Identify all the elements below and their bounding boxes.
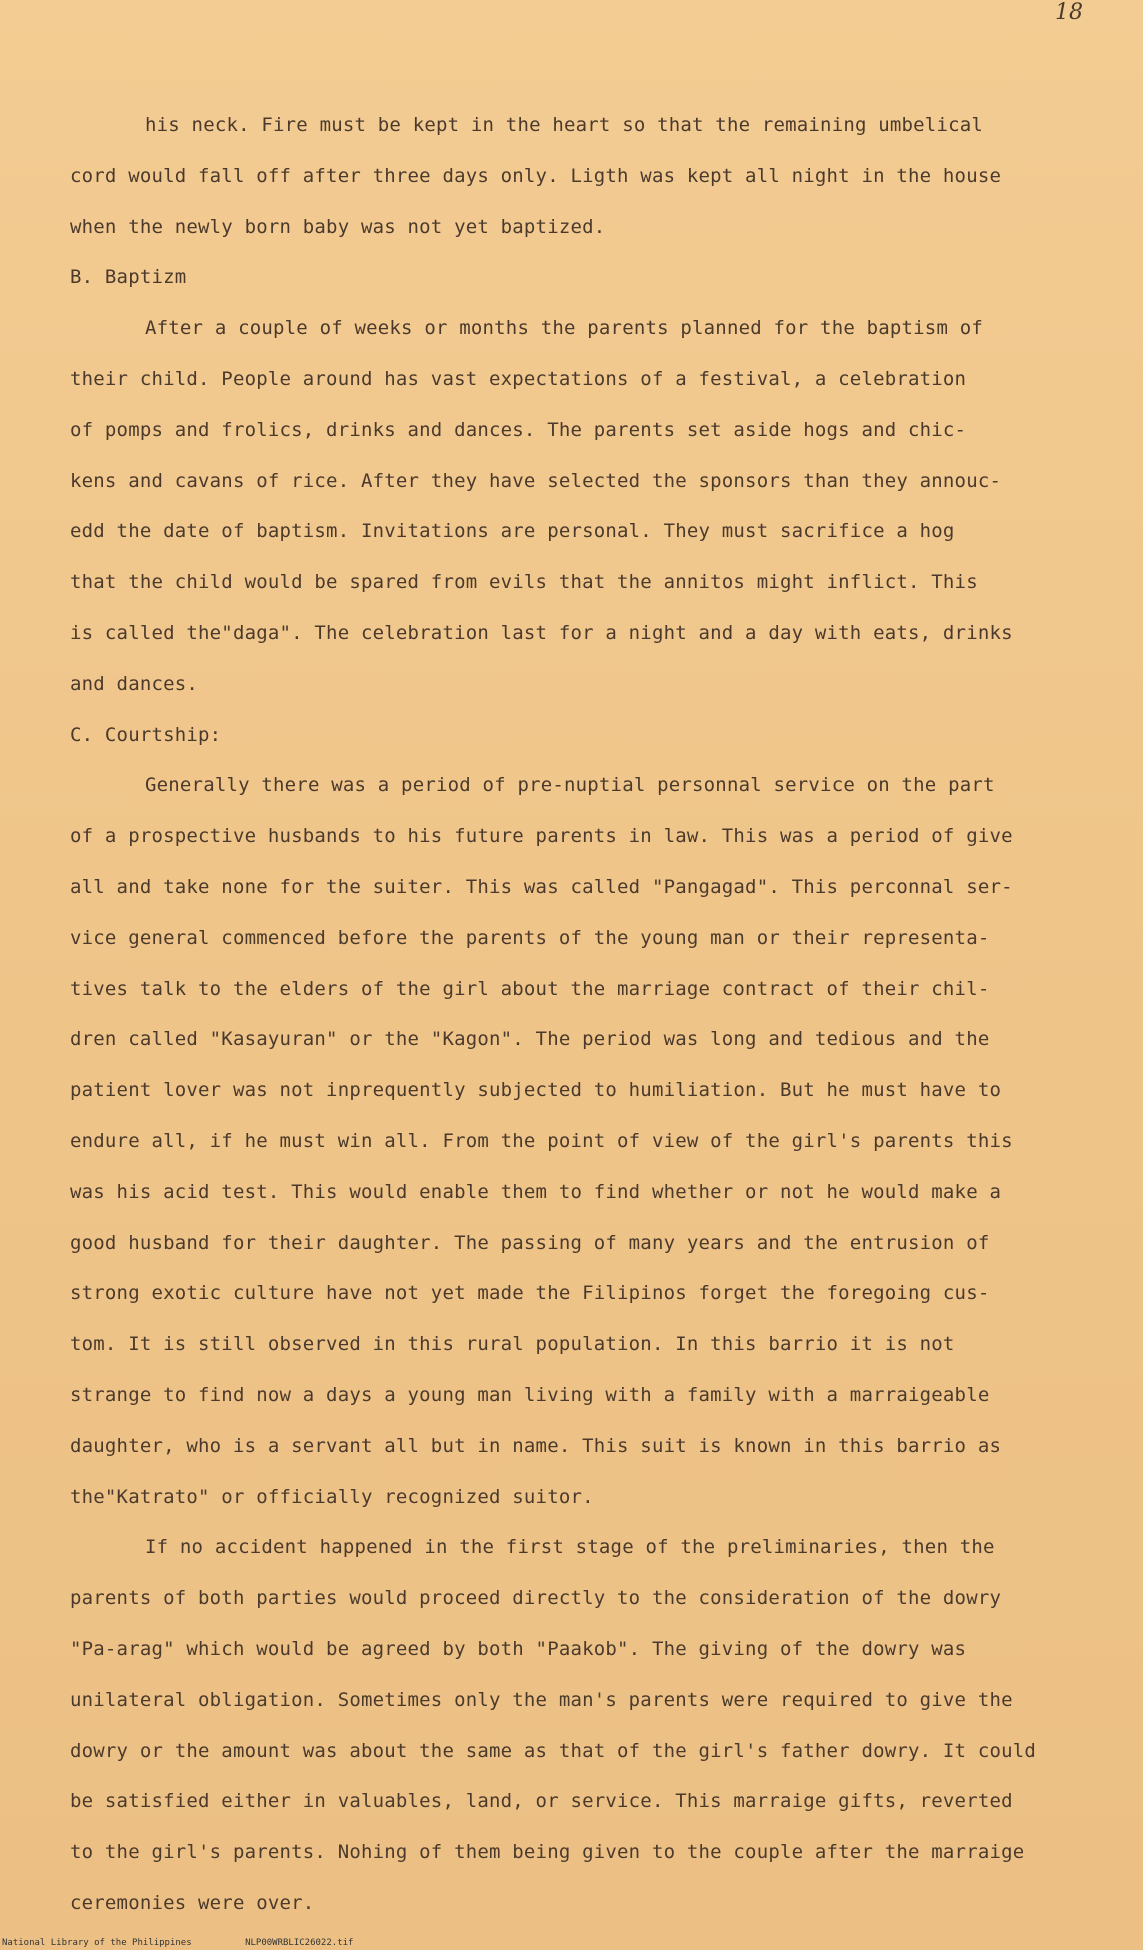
text-line: Generally there was a period of pre-nuptial personnal service on the part xyxy=(145,774,995,797)
text-line: ceremonies were over. xyxy=(70,1891,315,1914)
text-line: parents of both parties would proceed directly to the consideration of the dowry xyxy=(70,1587,1002,1610)
text-line: "Pa-arag" which would be agreed by both "Paakob". The giving of the dowry was xyxy=(70,1637,967,1660)
text-line: unilateral obligation. Sometimes only the man's parents were required to give the xyxy=(70,1688,1013,1711)
text-line: dren called "Kasayuran" or the "Kagon". The period was long and tedious and the xyxy=(70,1028,990,1051)
text-line: daughter, who is a servant all but in name. This suit is known in this barrio as xyxy=(70,1434,1002,1457)
text-line: to the girl's parents. Nohing of them being given to the couple after the marraige xyxy=(70,1841,1025,1864)
text-line: when the newly born baby was not yet baptized. xyxy=(70,215,606,238)
text-line: be satisfied either in valuables, land, or service. This marraige gifts, reverted xyxy=(70,1790,1013,1813)
text-line: their child. People around has vast expectations of a festival, a celebration xyxy=(70,367,967,390)
text-line: strong exotic culture have not yet made the Filipinos forget the foregoing cus- xyxy=(70,1282,990,1305)
footer-library: National Library of the Philippines xyxy=(2,1938,192,1948)
text-line: After a couple of weeks or months the parents planned for the baptism of xyxy=(145,317,984,340)
text-line: the"Katrato" or officially recognized suitor. xyxy=(70,1485,594,1508)
document-body xyxy=(70,100,1100,1929)
text-line: patient lover was not inprequently subjected to humiliation. But he must have to xyxy=(70,1079,1002,1102)
text-line: that the child would be spared from evils that the annitos might inflict. This xyxy=(70,571,978,594)
text-line: B. Baptizm xyxy=(70,266,187,289)
text-line: endure all, if he must win all. From the point of view of the girl's parents this xyxy=(70,1129,1013,1152)
text-line: tives talk to the elders of the girl about the marriage contract of their chil- xyxy=(70,977,990,1000)
footer-file: NLP00WRBLIC26022.tif xyxy=(245,1938,354,1948)
text-line: strange to find now a days a young man living with a family with a marraigeable xyxy=(70,1383,990,1406)
text-line: kens and cavans of rice. After they have selected the sponsors than they annouc- xyxy=(70,469,1002,492)
text-line: cord would fall off after three days only. Ligth was kept all night in the house xyxy=(70,164,1002,187)
text-line: all and take none for the suiter. This was called "Pangagad". This perconnal ser- xyxy=(70,875,1013,898)
text-line: was his acid test. This would enable them to find whether or not he would make a xyxy=(70,1180,1002,1203)
text-line: edd the date of baptism. Invitations are personal. They must sacrifice a hog xyxy=(70,520,955,543)
text-line: vice general commenced before the parents of the young man or their representa- xyxy=(70,926,990,949)
text-line: good husband for their daughter. The passing of many years and the entrusion of xyxy=(70,1231,990,1254)
text-line: of pomps and frolics, drinks and dances. The parents set aside hogs and chic- xyxy=(70,418,967,441)
text-line: of a prospective husbands to his future parents in law. This was a period of give xyxy=(70,825,1013,848)
scan-footer xyxy=(2,1938,401,1948)
text-line: If no accident happened in the first stage of the preliminaries, then the xyxy=(145,1536,995,1559)
text-line: tom. It is still observed in this rural population. In this barrio it is not xyxy=(70,1333,955,1356)
text-line: his neck. Fire must be kept in the heart so that the remaining umbelical xyxy=(145,114,984,136)
text-line: dowry or the amount was about the same as that of the girl's father dowry. It could xyxy=(70,1739,1037,1762)
text-line: and dances. xyxy=(70,672,199,695)
text-line: C. Courtship: xyxy=(70,723,222,746)
text-line: is called the"daga". The celebration last for a night and a day with eats, drinks xyxy=(70,621,1013,644)
page-number: 18 xyxy=(1055,0,1083,25)
